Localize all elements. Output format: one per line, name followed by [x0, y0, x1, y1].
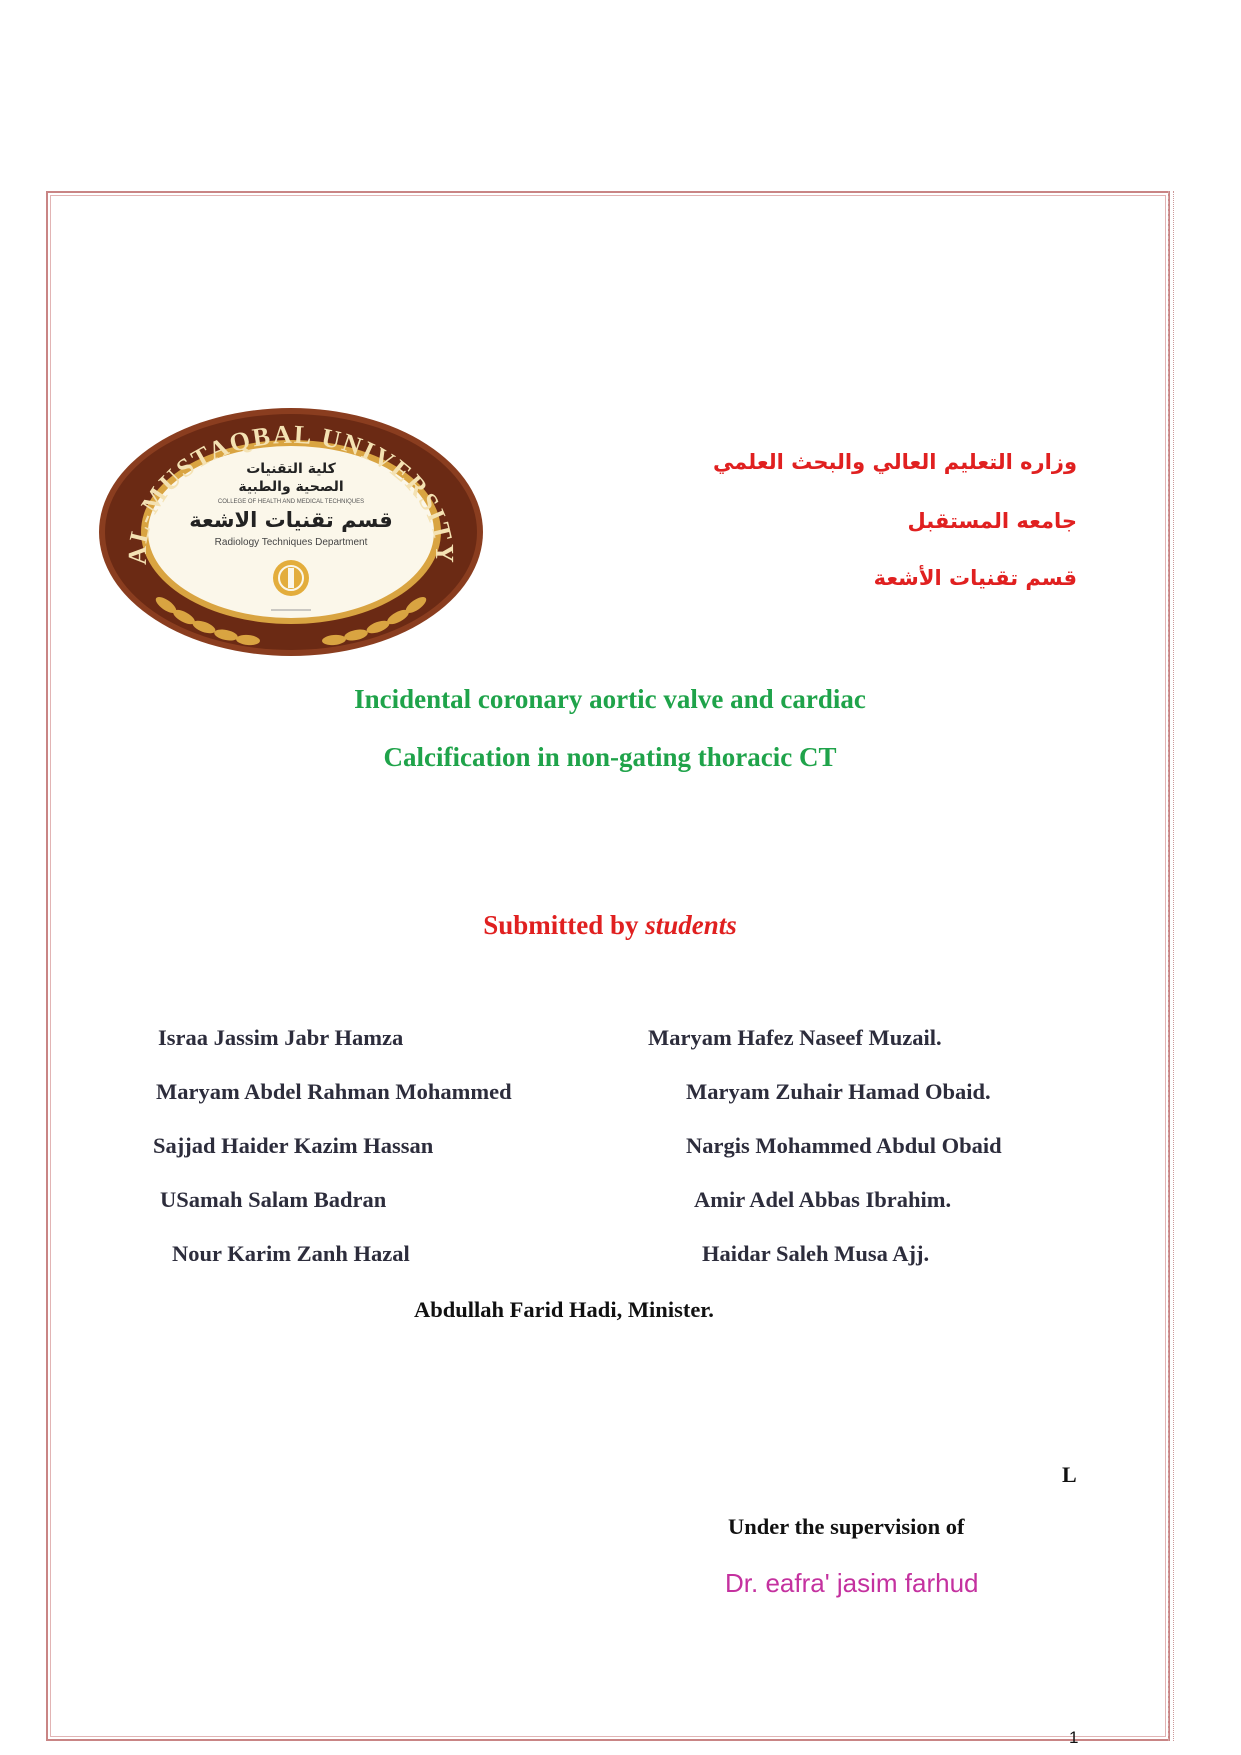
submitted-by-emphasis: students	[645, 910, 737, 940]
student-name-left: USamah Salam Badran	[160, 1187, 387, 1212]
student-name-right: Maryam Zuhair Hamad Obaid.	[686, 1079, 991, 1104]
student-name-right: Nargis Mohammed Abdul Obaid	[686, 1133, 1002, 1158]
student-name-right: Amir Adel Abbas Ibrahim.	[694, 1187, 952, 1212]
seal-department-english: Radiology Techniques Department	[214, 537, 368, 548]
title-line-1: Incidental coronary aortic valve and cardiac	[354, 684, 866, 714]
university-arabic-line: جامعه المستقبل	[907, 509, 1077, 533]
student-name-right: Maryam Hafez Naseef Muzail.	[648, 1025, 942, 1050]
title-line-2: Calcification in non-gating thoracic CT	[383, 742, 837, 772]
university-seal-logo	[96, 405, 486, 658]
student-name-left: Sajjad Haider Kazim Hassan	[153, 1133, 434, 1158]
student-name-right: Haidar Saleh Musa Ajj.	[702, 1241, 930, 1266]
page-number: 1	[1069, 1728, 1079, 1747]
seal-arc-text: AL-MUSTAQBAL UNIVERSITY	[122, 419, 460, 565]
seal-college-arabic-2: الصحية والطبية	[238, 479, 344, 495]
student-name-left: Maryam Abdel Rahman Mohammed	[156, 1079, 512, 1104]
ministry-arabic-line: وزاره التعليم العالي والبحث العلمي	[712, 450, 1077, 474]
submitted-by-prefix: Submitted by	[483, 910, 646, 940]
student-name-left: Nour Karim Zanh Hazal	[172, 1241, 410, 1266]
stray-letter: L	[1062, 1462, 1077, 1487]
supervisor-name: Dr. eafra' jasim farhud	[725, 1568, 979, 1598]
minister-line: Abdullah Farid Hadi, Minister.	[414, 1297, 714, 1322]
seal-college-english: COLLEGE OF HEALTH AND MEDICAL TECHNIQUES	[217, 499, 365, 505]
page-border-right-edge	[1168, 191, 1174, 1741]
department-arabic-line: قسم تقنيات الأشعة	[873, 566, 1077, 590]
supervision-label: Under the supervision of	[728, 1514, 965, 1539]
seal-college-arabic-1: كلية التقنيات	[246, 461, 336, 477]
student-name-left: Israa Jassim Jabr Hamza	[158, 1025, 404, 1050]
seal-department-arabic: قسم تقنيات الاشعة	[189, 508, 393, 532]
submitted-by-heading	[0, 910, 1220, 941]
seal-emblem-icon	[273, 560, 309, 596]
